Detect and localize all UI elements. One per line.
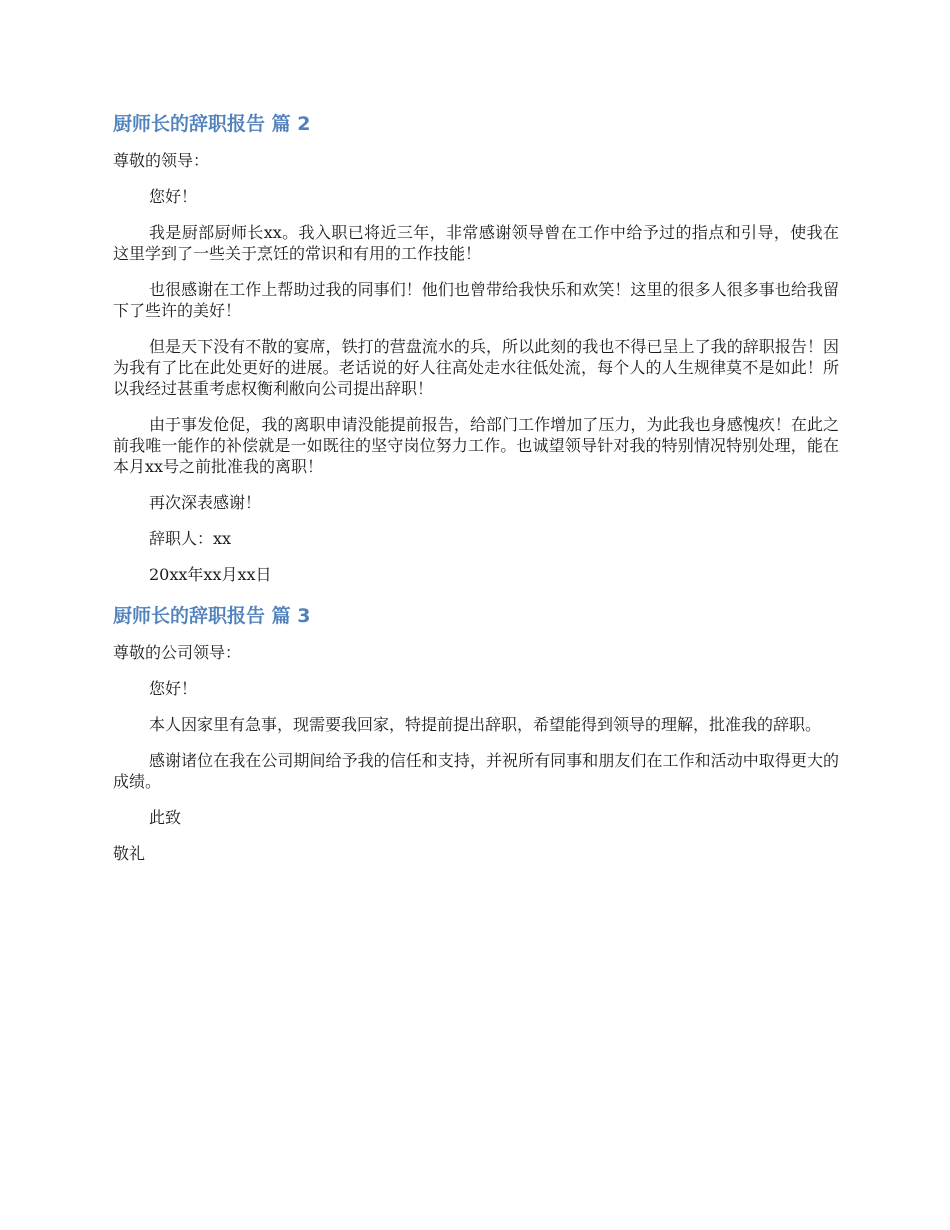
section-3 <box>113 600 839 864</box>
greeting: 您好！ <box>149 187 198 206</box>
body-paragraph: 由于事发伧促，我的离职申请没能提前报告，给部门工作增加了压力，为此我也身感愧疚！在此之前我唯一能作的补偿就是一如既往的坚守岗位努力工作。也诚望领导针对我的特别情况特别处理，能在本月xx号之前批准我的离职！ <box>113 415 839 476</box>
body-paragraph: 感谢诸位在我在公司期间给予我的信任和支持，并祝所有同事和朋友们在工作和活动中取得更大的成绩。 <box>113 751 839 791</box>
body-paragraph: 本人因家里有急事，现需要我回家，特提前提出辞职，希望能得到领导的理解，批准我的辞职。 <box>149 715 822 734</box>
signature-line: 辞职人：xx <box>149 529 232 548</box>
body-paragraph: 但是天下没有不散的宴席，铁打的营盘流水的兵，所以此刻的我也不得已呈上了我的辞职报告！因为我有了比在此处更好的进展。老话说的好人往高处走水往低处流，每个人的人生规律莫不是如此！所以我经过甚重考虑权衡利敝向公司提出辞职！ <box>113 337 839 398</box>
salutation: 尊敬的公司领导： <box>113 643 242 662</box>
greeting: 您好！ <box>149 679 198 698</box>
date-line: 20xx年xx月xx日 <box>149 565 272 584</box>
closing-salute: 敬礼 <box>113 844 146 863</box>
body-paragraph: 也很感谢在工作上帮助过我的同事们！他们也曾带给我快乐和欢笑！这里的很多人很多事也给我留下了些许的美好！ <box>113 280 839 320</box>
salutation: 尊敬的领导： <box>113 151 210 170</box>
thanks-line: 再次深表感谢！ <box>149 493 262 512</box>
section-2 <box>113 108 839 585</box>
section-title: 厨师长的辞职报告 篇 3 <box>113 605 311 627</box>
closing-line: 此致 <box>149 808 182 827</box>
document-page <box>113 108 839 879</box>
body-paragraph: 我是厨部厨师长xx。我入职已将近三年，非常感谢领导曾在工作中给予过的指点和引导，使我在这里学到了一些关于烹饪的常识和有用的工作技能！ <box>113 223 839 263</box>
section-title: 厨师长的辞职报告 篇 2 <box>113 113 311 135</box>
